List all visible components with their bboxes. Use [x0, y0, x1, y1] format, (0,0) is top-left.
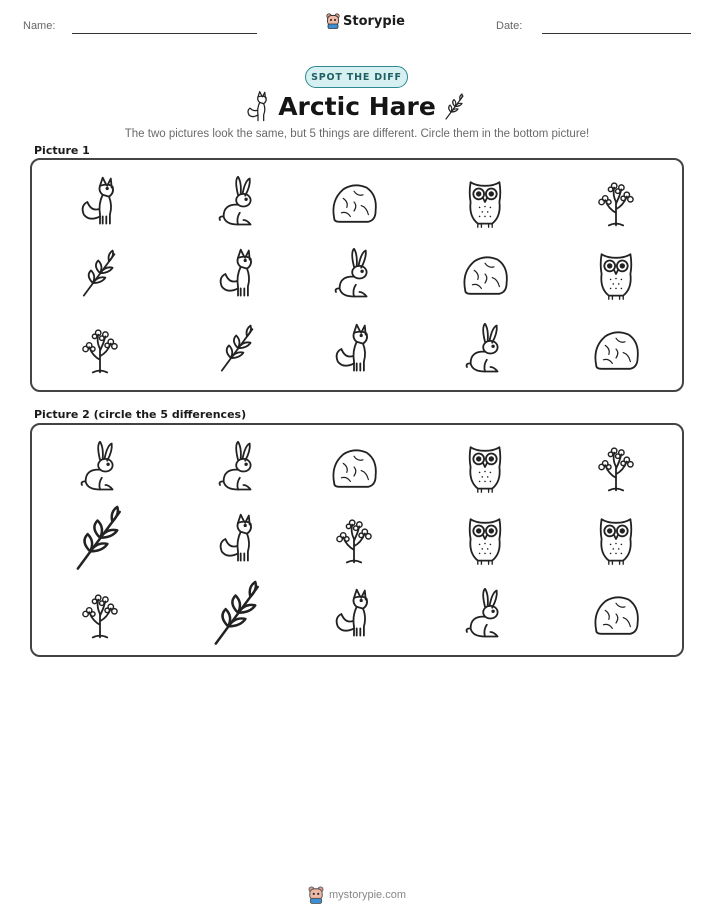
- picture1-sprig-icon: [211, 322, 265, 376]
- footer: [308, 886, 406, 904]
- storypie-mascot-icon: [326, 13, 340, 29]
- picture2-rock-icon[interactable]: [589, 587, 643, 641]
- picture2-owl-icon[interactable]: [589, 512, 643, 566]
- picture2-sprig-icon[interactable]: [201, 577, 275, 651]
- date-label: Date:: [496, 20, 523, 32]
- picture1-shrub-icon: [589, 175, 643, 229]
- brand-logo: [326, 13, 405, 29]
- spot-the-diff-badge: SPOT THE DIFF: [305, 66, 408, 88]
- date-field[interactable]: [542, 33, 691, 34]
- picture2-rock-icon[interactable]: [327, 440, 381, 494]
- picture2-panel[interactable]: [30, 423, 684, 657]
- picture2-owl-icon[interactable]: [458, 440, 512, 494]
- name-label: Name:: [23, 20, 56, 32]
- picture2-fox-icon[interactable]: [211, 512, 265, 566]
- picture2-owl-icon[interactable]: [458, 512, 512, 566]
- brand-name: Storypie: [343, 13, 405, 29]
- picture1-rock-icon: [589, 322, 643, 376]
- picture1-panel: [30, 158, 684, 392]
- picture1-rock-icon: [458, 247, 512, 301]
- picture2-hare-icon[interactable]: [73, 440, 127, 494]
- picture2-sprig-icon[interactable]: [63, 502, 137, 576]
- sprig-icon: [440, 90, 470, 124]
- picture1-hare-icon: [458, 322, 512, 376]
- picture1-fox-icon: [327, 322, 381, 376]
- picture2-fox-icon[interactable]: [327, 587, 381, 641]
- footer-url[interactable]: mystorypie.com: [329, 889, 407, 901]
- picture2-shrub-icon[interactable]: [73, 587, 127, 641]
- picture1-shrub-icon: [73, 322, 127, 376]
- page-title: Arctic Hare: [278, 92, 436, 121]
- picture1-hare-icon: [327, 247, 381, 301]
- picture2-label: Picture 2 (circle the 5 differences): [34, 408, 247, 421]
- instructions: The two pictures look the same, but 5 things are different. Circle them in the bottom picture!: [124, 128, 590, 140]
- picture2-shrub-icon[interactable]: [327, 512, 381, 566]
- picture1-owl-icon: [589, 247, 643, 301]
- picture2-hare-icon[interactable]: [211, 440, 265, 494]
- picture1-fox-icon: [211, 247, 265, 301]
- picture1-rock-icon: [327, 175, 381, 229]
- name-field[interactable]: [72, 33, 257, 34]
- picture1-owl-icon: [458, 175, 512, 229]
- picture1-sprig-icon: [73, 247, 127, 301]
- picture1-fox-icon: [73, 175, 127, 229]
- storypie-mascot-icon: [308, 886, 324, 904]
- picture2-shrub-icon[interactable]: [589, 440, 643, 494]
- picture1-hare-icon: [211, 175, 265, 229]
- picture1-label: Picture 1: [34, 144, 90, 157]
- picture2-hare-icon[interactable]: [458, 587, 512, 641]
